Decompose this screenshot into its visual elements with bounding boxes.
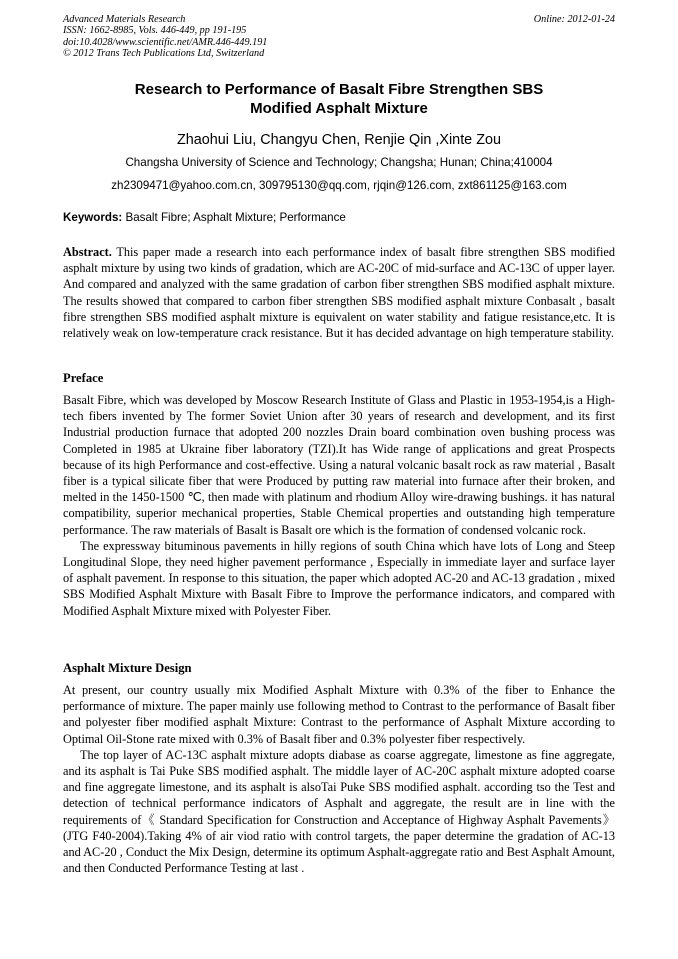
journal-name: Advanced Materials Research bbox=[63, 14, 186, 25]
doi-line[interactable]: doi:10.4028/www.scientific.net/AMR.446-449.191 bbox=[63, 36, 268, 48]
preface-paragraph-2: The expressway bituminous pavements in hilly regions of south China which have lots of Long and Steep Longitudinal Slope, they need higher pavement performance , Especially in immediate layer and surface layer of asphalt pavement. In response to this situation, the paper which adopted AC-20 and AC-13 gradation , mixed SBS Modified Asphalt Mixture with Basalt Fibre to Improve the performance indicators, and compared with Modified Asphalt Mixture mixed with Polyester Fiber. bbox=[63, 538, 615, 618]
author-emails[interactable]: zh2309471@yahoo.com.cn, 309795130@qq.com, rjqin@126.com, zxt861125@163.com bbox=[111, 179, 567, 192]
preface-body bbox=[63, 392, 615, 619]
paper-title bbox=[63, 80, 615, 118]
abstract-text: This paper made a research into each performance index of basalt fibre strengthen SBS modified asphalt mixture by using two kinds of gradation, which are AC-20C of mid-surface and AC-13C of upper layer. And compared and analyzed with the same gradation of carbon fiber strengthen SBS modified asphalt mixture. The results showed that compared to carbon fiber strengthen SBS modified asphalt mixture Conbasalt , basalt fibre strengthen SBS modified asphalt mixture is equivalent on water stability and fatigue resistance,etc. It is relatively weak on low-temperature crack resistance. But it has decided advantage on high temperature stability. bbox=[63, 245, 615, 341]
keywords bbox=[63, 211, 615, 225]
design-body bbox=[63, 682, 615, 876]
title-line-1: Research to Performance of Basalt Fibre Strengthen SBS bbox=[134, 81, 544, 98]
authors: Zhaohui Liu, Changyu Chen, Renjie Qin ,Xinte Zou bbox=[177, 132, 501, 148]
issn-line: ISSN: 1662-8985, Vols. 446-449, pp 191-195 bbox=[63, 25, 247, 37]
section-heading-asphalt-mixture-design: Asphalt Mixture Design bbox=[63, 661, 192, 675]
abstract-label: Abstract. bbox=[63, 245, 112, 259]
preface-paragraph-1: Basalt Fibre, which was developed by Moscow Research Institute of Glass and Plastic in 1953-1954,is a High-tech fibers invented by The former Soviet Union after 30 years of research and development, and its first Industrial production furnace that adopted 200 nozzles Drain board combination oven bushing process was Completed in 1985 at Ukraine fiber laboratory (TZI).It has Wide range of applications and great Prospects because of its high Performance and cost-effective. Using a natural volcanic basalt rock as raw material , Basalt fiber is a typical silicate fiber that were Produced by putting raw material into furnace after their broken, and melted in the 1450-1500 ℃, then made with platinum and rhodium Alloy wire-drawing bushings. it has natural compatibility, superior mechanical properties, Stable Chemical properties and outstanding high temperature performance. The raw materials of Basalt is Basalt ore which is the formation of condensed volcanic rock. bbox=[63, 393, 615, 537]
affiliation: Changsha University of Science and Technology; Changsha; Hunan; China;410004 bbox=[125, 156, 553, 169]
keywords-text: Basalt Fibre; Asphalt Mixture; Performance bbox=[122, 211, 346, 224]
keywords-label: Keywords: bbox=[63, 211, 123, 224]
journal-header bbox=[63, 14, 615, 60]
design-paragraph-2: The top layer of AC-13C asphalt mixture adopts diabase as coarse aggregate, limestone as fine aggregate, and its asphalt is Tai Puke SBS modified asphalt. The middle layer of AC-20C asphalt mixture adopted coarse and fine aggregate limestone, and its asphalt is alsoTai Puke SBS modified asphalt. according tso the Test and detection of technical performance indicators of Asphalt and aggregate, the result are in line with the requirements of《 Standard Specification for Construction and Acceptance of Highway Asphalt Pavements》(JTG F40-2004).Taking 4% of air viod ratio with control targets, the paper determine the gradation of AC-13 and AC-20 , Conduct the Mix Design, determine its optimum Asphalt-aggregate ratio and Best Asphalt Amount, and then Conducted Performance Testing at last . bbox=[63, 747, 615, 876]
online-date: Online: 2012-01-24 bbox=[533, 14, 615, 25]
section-heading-preface: Preface bbox=[63, 371, 104, 385]
copyright-line: © 2012 Trans Tech Publications Ltd, Switzerland bbox=[63, 48, 265, 60]
title-line-2: Modified Asphalt Mixture bbox=[250, 100, 428, 117]
abstract bbox=[63, 244, 615, 341]
design-paragraph-1: At present, our country usually mix Modified Asphalt Mixture with 0.3% of the fiber to Enhance the performance of mixture. The paper mainly use following method to Contrast to the performance of Basalt fiber and polyester fiber modified asphalt Mixture: Contrast to the performance of Asphalt Mixture according to Optimal Oil-Stone rate mixed with 0.3% of Basalt fiber and 0.3% polyester fiber respectively. bbox=[63, 683, 615, 746]
